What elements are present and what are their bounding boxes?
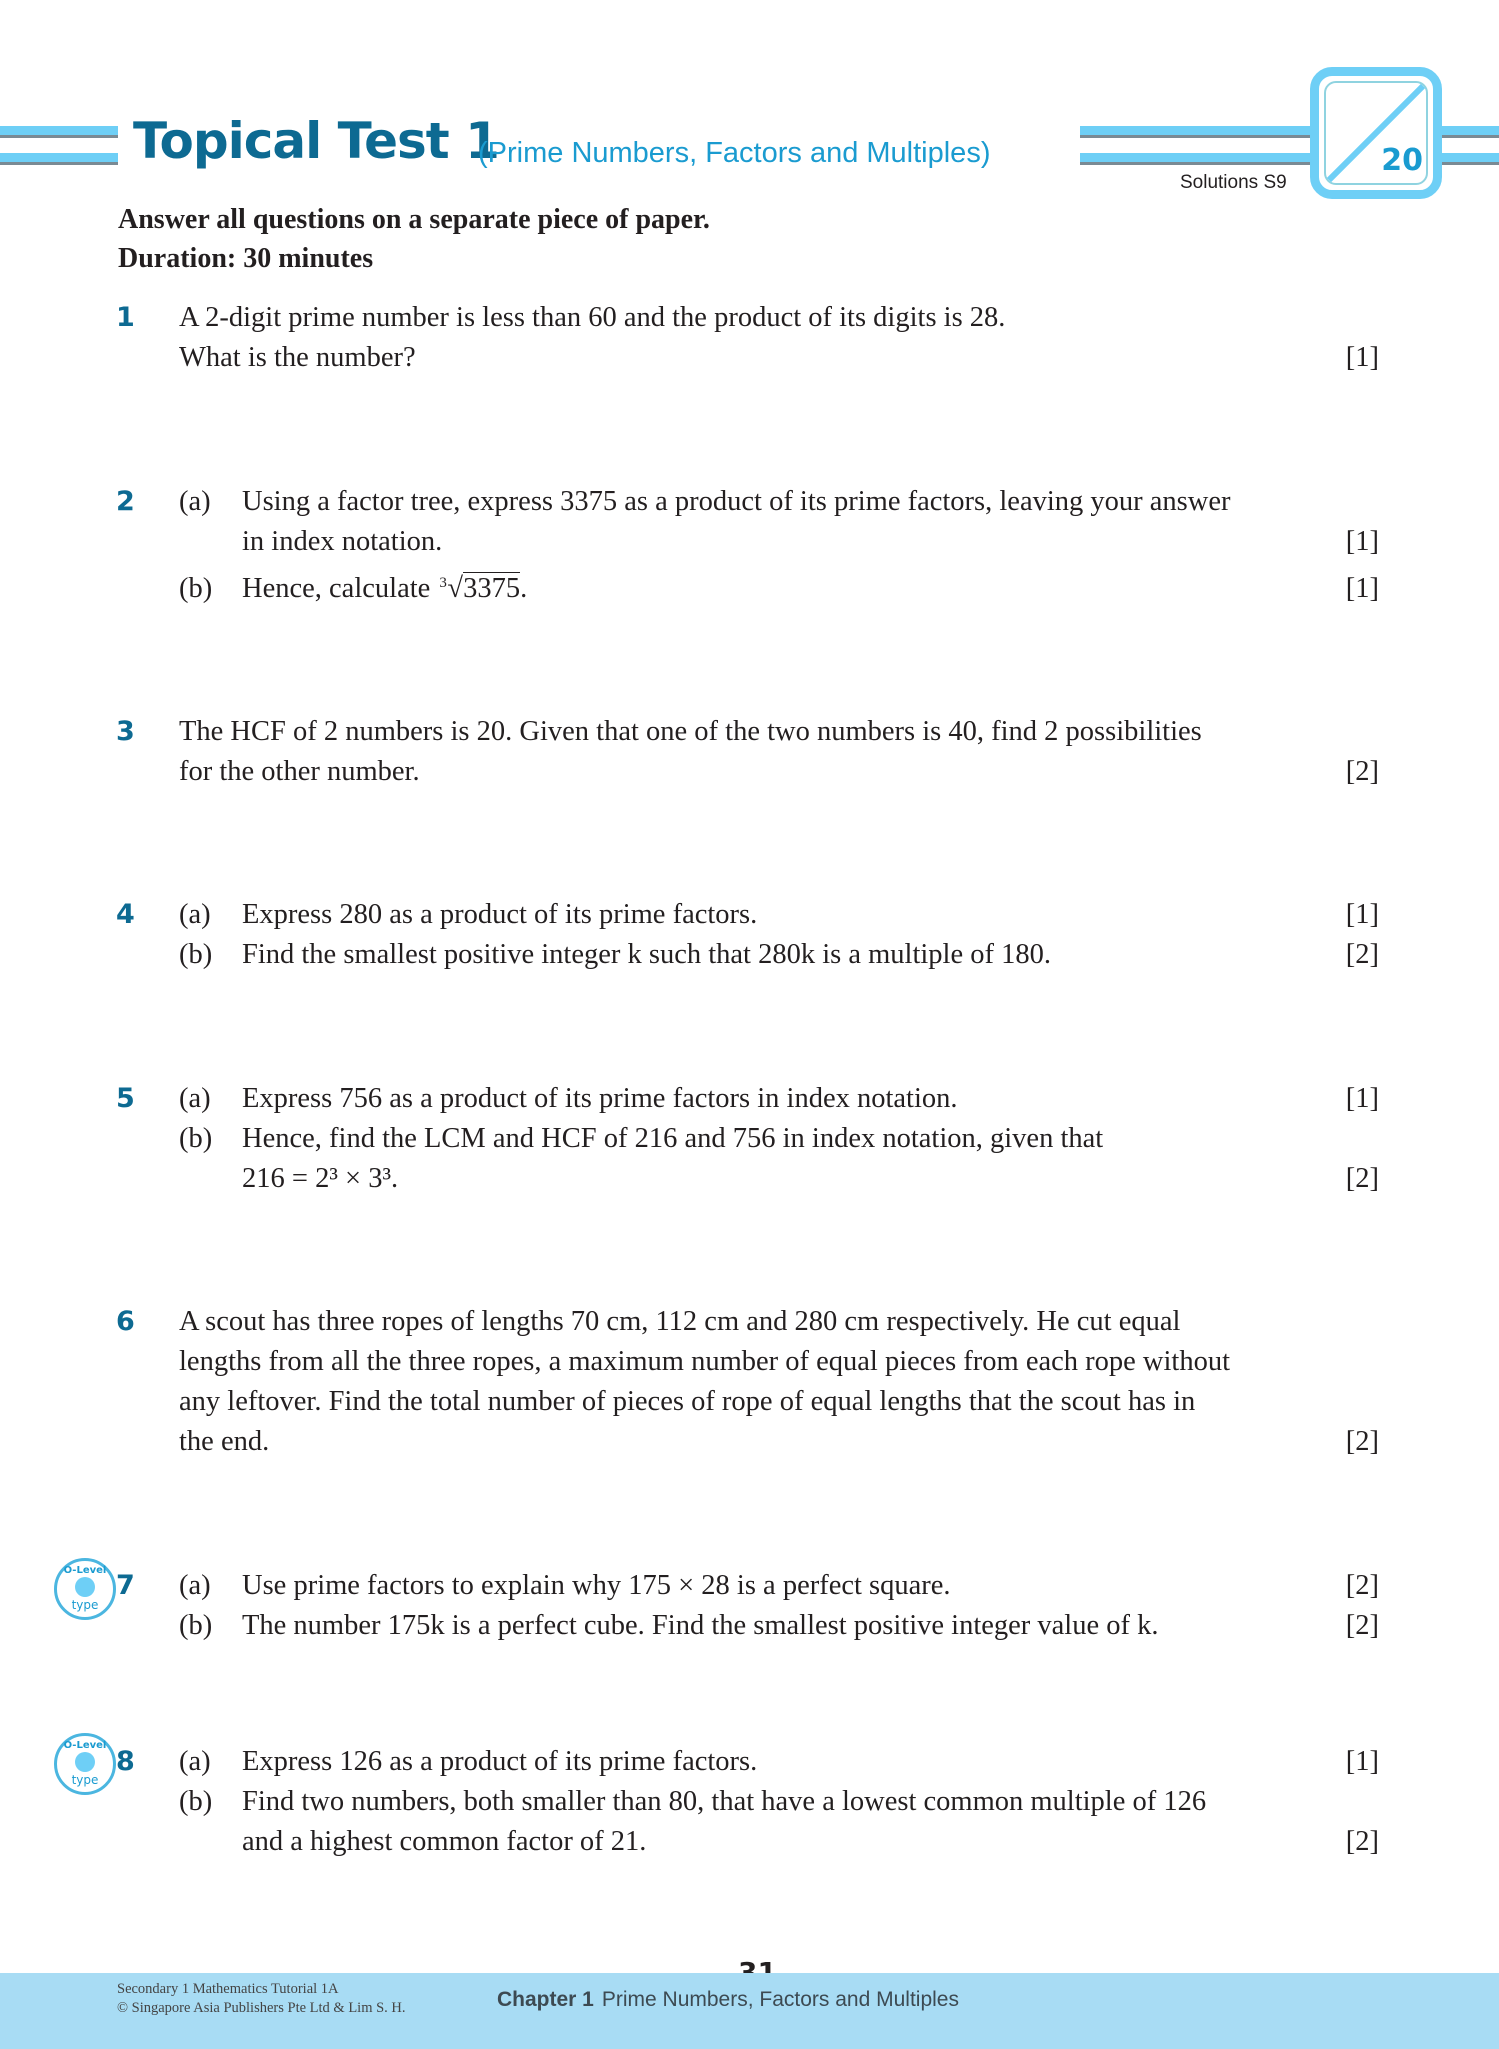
book-info	[117, 1980, 406, 2018]
question-text-line: lengths from all the three ropes, a maximum number of equal pieces from each rope without	[179, 1346, 1230, 1377]
question-text-line: for the other number.	[179, 756, 420, 787]
part-label: (a)	[179, 1746, 211, 1777]
question-marks: [2]	[1345, 1610, 1379, 1641]
question-marks: [1]	[1345, 342, 1379, 373]
radical-sign: √	[447, 573, 464, 604]
question-text-line: 216 = 2³ × 3³.	[242, 1163, 399, 1194]
question-marks: [1]	[1345, 899, 1379, 930]
part-label: (b)	[179, 1123, 213, 1154]
badge-bottom-text: type	[71, 1598, 99, 1612]
header-bar-right-bottom	[1080, 153, 1310, 162]
question-number: 3	[116, 716, 135, 747]
question-text-line: The number 175k is a perfect cube. Find the smallest positive integer value of k.	[242, 1610, 1159, 1641]
chapter-info	[497, 1988, 959, 2012]
part-label: (a)	[179, 486, 211, 517]
o-level-type-badge	[54, 1733, 116, 1795]
badge-dot-icon	[75, 1577, 95, 1597]
question-text-line: Find two numbers, both smaller than 80, that have a lowest common multiple of 126	[242, 1786, 1207, 1817]
question-marks: [2]	[1345, 1826, 1379, 1857]
radicand: 3375	[463, 573, 521, 604]
badge-dot-icon	[75, 1752, 95, 1772]
question-text-line: Express 280 as a product of its prime factors.	[242, 899, 758, 930]
page-footer	[0, 1973, 1499, 2049]
total-marks: 20	[1381, 143, 1423, 178]
o-level-type-badge	[54, 1558, 116, 1620]
header-bar-far-right-bottom	[1442, 153, 1499, 162]
question-text-line: What is the number?	[179, 342, 416, 373]
question-number: 4	[116, 899, 135, 930]
part-label: (b)	[179, 939, 213, 970]
question-marks: [2]	[1345, 756, 1379, 787]
question-marks: [1]	[1345, 1746, 1379, 1777]
question-text-line: A scout has three ropes of lengths 70 cm, 112 cm and 280 cm respectively. He cut equal	[179, 1306, 1181, 1337]
cube-root-expression	[437, 569, 520, 609]
part-label: (b)	[179, 1786, 213, 1817]
question-text: .	[520, 573, 528, 604]
question-marks: [1]	[1345, 1083, 1379, 1114]
badge-top-text: O-Level	[63, 1565, 107, 1576]
question-text-line: in index notation.	[242, 526, 443, 557]
question-number: 6	[116, 1306, 135, 1337]
page-subtitle: (Prime Numbers, Factors and Multiples)	[478, 137, 991, 169]
question-text-line: the end.	[179, 1426, 270, 1457]
question-text-line: any leftover. Find the total number of pieces of rope of equal lengths that the scout has in	[179, 1386, 1196, 1417]
question-marks: [1]	[1345, 573, 1379, 604]
badge-top-text: O-Level	[63, 1740, 107, 1751]
instruction-line-1: Answer all questions on a separate piece of paper.	[118, 204, 710, 235]
part-label: (a)	[179, 899, 211, 930]
solutions-reference: Solutions S9	[1180, 172, 1287, 193]
root-index: 3	[439, 575, 447, 591]
question-marks: [2]	[1345, 1163, 1379, 1194]
chapter-title: Prime Numbers, Factors and Multiples	[601, 1988, 959, 2011]
question-text-line: A 2-digit prime number is less than 60 and the product of its digits is 28.	[179, 302, 1006, 333]
header-bar-left-bottom	[0, 153, 118, 162]
instruction-duration: Duration: 30 minutes	[118, 243, 374, 274]
part-label: (b)	[179, 573, 213, 604]
part-label: (a)	[179, 1570, 211, 1601]
header-bar-left-top	[0, 126, 118, 135]
question-text-line: The HCF of 2 numbers is 20. Given that one of the two numbers is 40, find 2 possibilities	[179, 716, 1202, 747]
score-box	[1310, 67, 1442, 199]
question-marks: [2]	[1345, 1570, 1379, 1601]
part-label: (a)	[179, 1083, 211, 1114]
question-marks: [1]	[1345, 526, 1379, 557]
question-marks: [2]	[1345, 939, 1379, 970]
copyright: © Singapore Asia Publishers Pte Ltd & Lim S. H.	[117, 2000, 406, 2016]
question-number: 2	[116, 486, 135, 517]
page-title: Topical Test 1	[133, 112, 499, 170]
question-text-line: Express 126 as a product of its prime factors.	[242, 1746, 758, 1777]
header-bar-right-top	[1080, 126, 1310, 135]
question-text-line: Find the smallest positive integer k such that 280k is a multiple of 180.	[242, 939, 1051, 970]
question-text-line: and a highest common factor of 21.	[242, 1826, 647, 1857]
question-text: Hence, calculate	[242, 573, 438, 604]
question-number: 7	[116, 1570, 135, 1601]
part-label: (b)	[179, 1610, 213, 1641]
header-bar-far-right-top	[1442, 126, 1499, 135]
question-text-line: Use prime factors to explain why 175 × 28 is a perfect square.	[242, 1570, 951, 1601]
question-number: 8	[116, 1746, 135, 1777]
chapter-label: Chapter 1	[497, 1988, 594, 2011]
question-number: 5	[116, 1083, 135, 1114]
question-text-line: Hence, find the LCM and HCF of 216 and 756 in index notation, given that	[242, 1123, 1104, 1154]
book-title: Secondary 1 Mathematics Tutorial 1A	[117, 1981, 339, 1997]
question-number: 1	[116, 302, 135, 333]
question-text-line	[242, 569, 527, 609]
question-text-line: Express 756 as a product of its prime factors in index notation.	[242, 1083, 958, 1114]
question-marks: [2]	[1345, 1426, 1379, 1457]
badge-bottom-text: type	[71, 1773, 99, 1787]
question-text-line: Using a factor tree, express 3375 as a product of its prime factors, leaving your answer	[242, 486, 1231, 517]
